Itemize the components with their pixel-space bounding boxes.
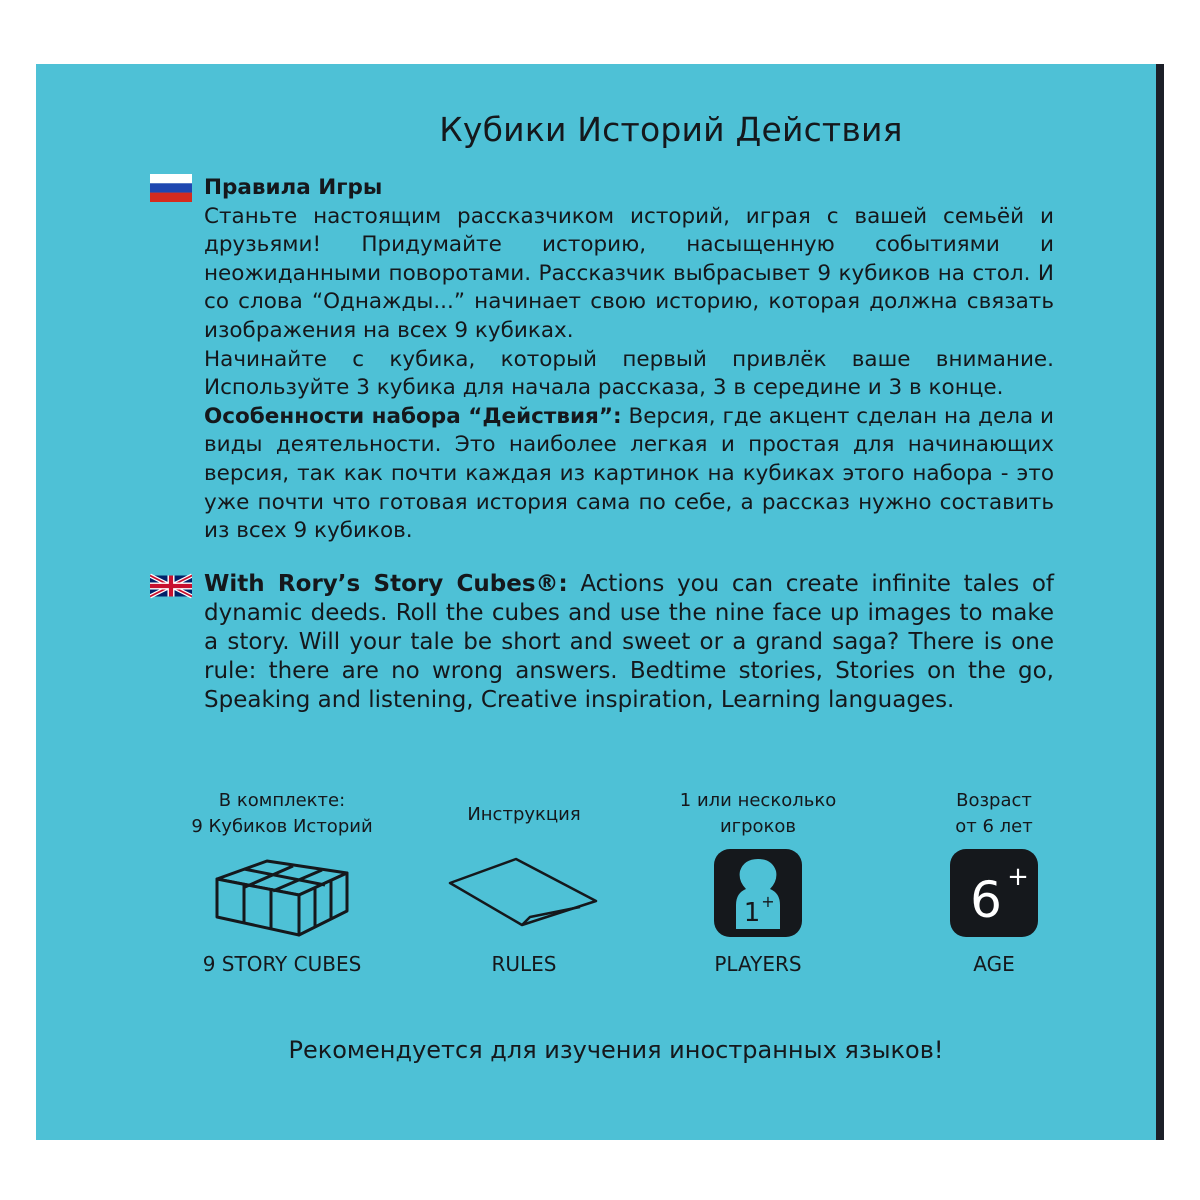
russian-rules-section <box>152 174 1054 546</box>
age-caption-line1: Возраст <box>956 790 1032 811</box>
contents-caption-line1: В комплекте: <box>218 790 346 811</box>
players-caption-line2: игроков <box>719 816 797 837</box>
contents-column <box>162 788 402 976</box>
age-label: AGE <box>973 952 1015 976</box>
players-count-text: 1 <box>743 898 761 928</box>
cubes-icon <box>207 847 357 939</box>
players-column <box>638 788 878 976</box>
page-title: Кубики Историй Действия <box>439 110 903 149</box>
contents-icons-row <box>36 788 1156 1038</box>
contents-label: 9 STORY CUBES <box>202 952 362 976</box>
footer-recommendation: Рекомендуется для изучения иностранных языков! <box>288 1036 944 1064</box>
players-caption-line1: 1 или несколько <box>679 790 837 811</box>
players-plus-text: + <box>761 892 775 911</box>
rules-paragraph-1: Станьте настоящим рассказчиком историй, играя с вашей семьёй и друзьями! Придумайте историю, насыщенную событиями и неожиданными поворотами. Рассказчик выбрасывет 9 кубиков на стол. И со слова “Однажды...” начинает свою историю, которая должна связать изображения на всех 9 кубиках. <box>204 203 1054 343</box>
contents-caption-line2: 9 Кубиков Историй <box>191 816 373 837</box>
set-features-text: Версия, где акцент сделан на дела и виды деятельности. Это наиболее легкая и простая для начинающих версия, так как почти каждая из картинок на кубиках этого набора - это уже почти что готовая история сама по себе, а рассказ нужно составить из всех 9 кубиков. <box>204 403 1054 544</box>
set-features-label: Особенности набора “Действия”: <box>204 403 622 429</box>
rules-sheet-icon <box>444 857 604 929</box>
english-section <box>152 570 1054 715</box>
players-label: PLAYERS <box>714 952 802 976</box>
rules-label: RULES <box>491 952 557 976</box>
english-description: Actions you can create infinite tales of dynamic deeds. Roll the cubes and use the nine face up images to make a story. Will your tale be short and sweet or a grand saga? There is one rule: there are no wrong answers. Bedtime stories, Stories on the go, Speaking and listening, Creative inspiration, Learning languages. <box>204 571 1054 713</box>
english-brand-label: With Rory’s Story Cubes®: <box>204 571 568 597</box>
age-caption-line2: от 6 лет <box>955 816 1033 837</box>
rules-heading: Правила Игры <box>204 175 383 200</box>
rules-paragraph-3 <box>204 403 1054 546</box>
package-back-panel <box>36 64 1164 1140</box>
uk-flag-icon <box>150 572 192 600</box>
age-plus-text: + <box>1007 862 1029 892</box>
age-column <box>874 788 1114 976</box>
rules-caption: Инструкция <box>467 804 581 825</box>
age-icon <box>948 847 1040 939</box>
player-icon <box>712 847 804 939</box>
rules-paragraph-2: Начинайте с кубика, который первый привлёк ваше внимание. Используйте 3 кубика для начала рассказа, 3 в середине и 3 в конце. <box>204 346 1054 401</box>
age-number-text: 6 <box>970 871 1002 929</box>
rules-column <box>404 788 644 976</box>
russian-flag-icon <box>150 174 192 202</box>
